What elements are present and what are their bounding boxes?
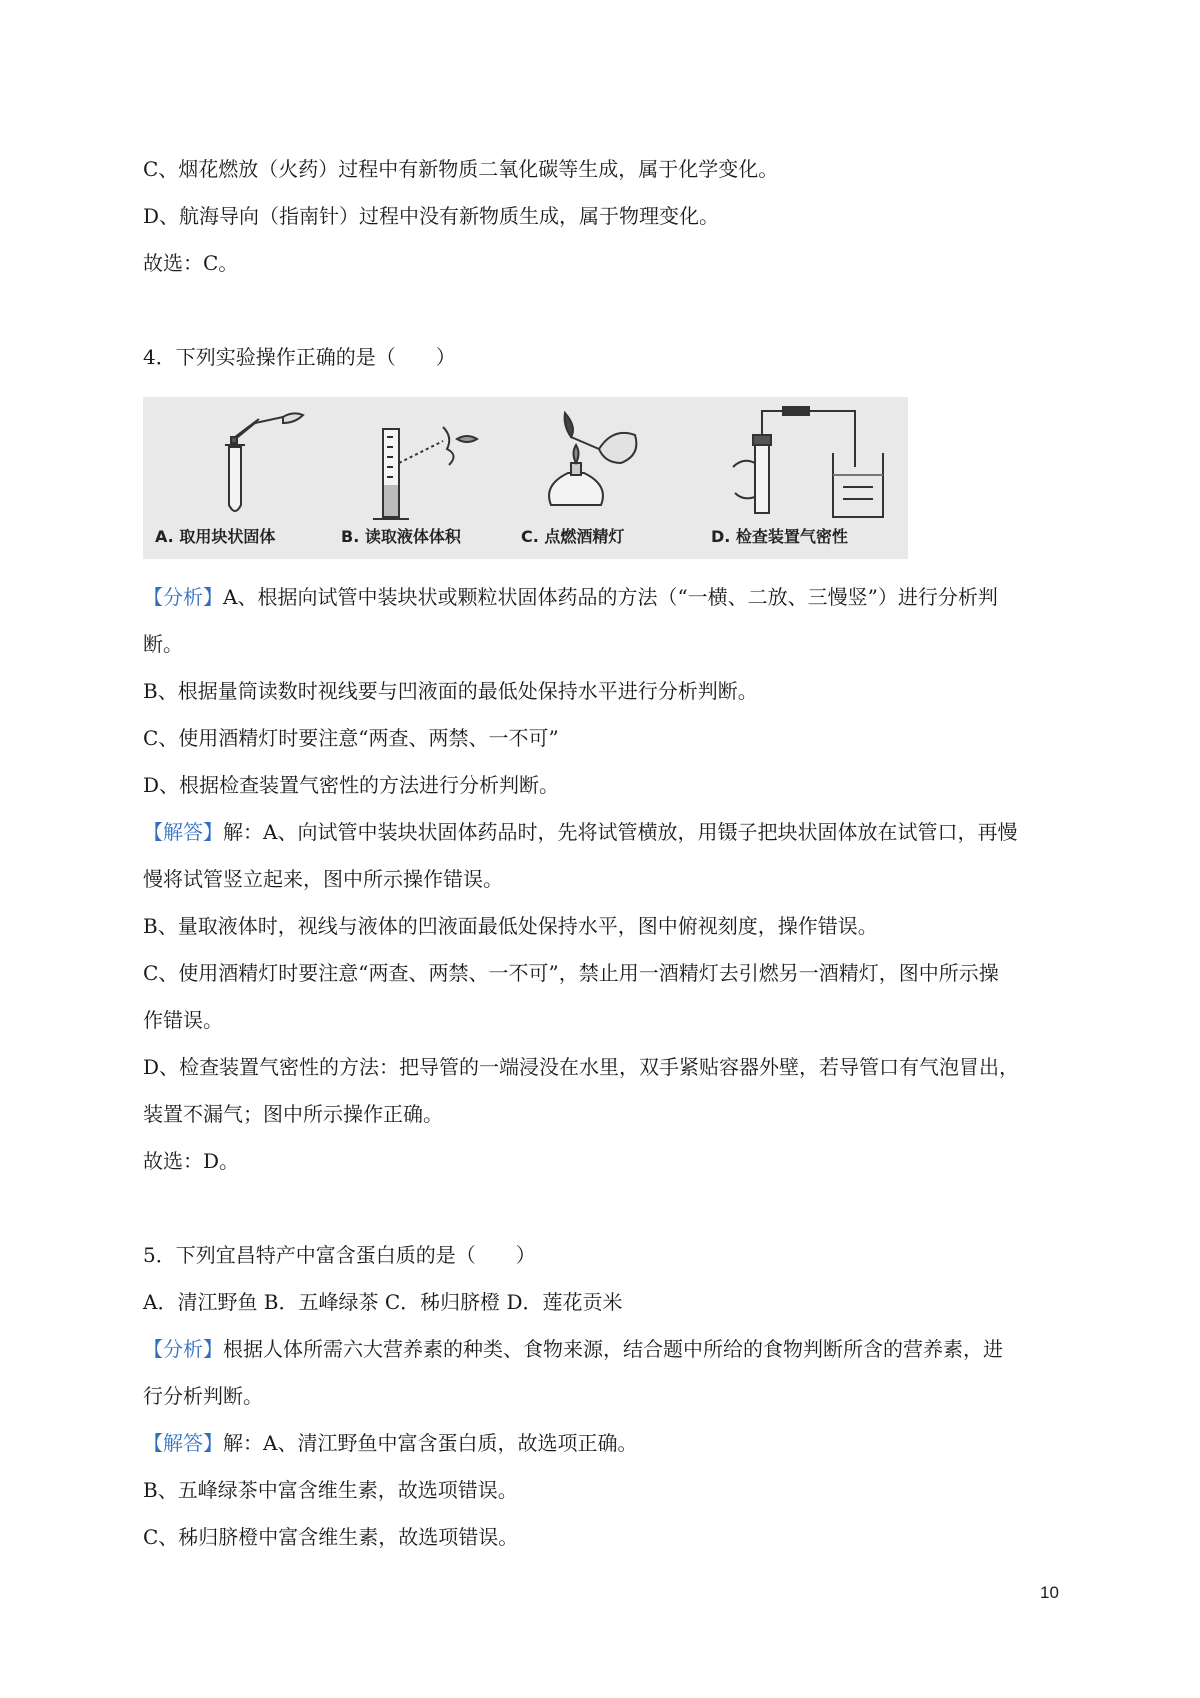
text-line: D、检查装置气密性的方法：把导管的一端浸没在水里，双手紧贴容器外壁，若导管口有气泡冒出，	[143, 1055, 1020, 1079]
graduated-cylinder-icon	[373, 427, 477, 519]
text-line: 装置不漏气；图中所示操作正确。	[143, 1102, 443, 1126]
analysis-line: 【分析】根据人体所需六大营养素的种类、食物来源，结合题中所给的食物判断所含的营养素，进	[143, 1337, 1003, 1361]
text-line: C、秭归脐橙中富含维生素，故选项错误。	[143, 1525, 519, 1549]
text-line: D、航海导向（指南针）过程中没有新物质生成，属于物理变化。	[143, 204, 720, 228]
question-5-options: A．清江野鱼 B．五峰绿茶 C．秭归脐橙 D．莲花贡米	[143, 1290, 623, 1314]
alcohol-lamp-icon	[549, 413, 636, 505]
text-line: 故选：C。	[143, 251, 239, 275]
text-line: B、量取液体时，视线与液体的凹液面最低处保持水平，图中俯视刻度，操作错误。	[143, 914, 878, 938]
text-line: C、使用酒精灯时要注意“两查、两禁、一不可”	[143, 726, 559, 750]
experiment-illustrations	[143, 397, 908, 559]
text-line: C、烟花燃放（火药）过程中有新物质二氧化碳等生成，属于化学变化。	[143, 157, 779, 181]
text-line: 行分析判断。	[143, 1384, 263, 1408]
text-line: 断。	[143, 632, 183, 656]
apparatus-icon	[733, 407, 883, 517]
question-5-stem: 5．下列宜昌特产中富含蛋白质的是（ ）	[143, 1243, 536, 1267]
answer-line: 【解答】解：A、清江野鱼中富含蛋白质，故选项正确。	[143, 1431, 638, 1455]
text-line: C、使用酒精灯时要注意“两查、两禁、一不可”，禁止用一酒精灯去引燃另一酒精灯，图中所示操	[143, 961, 999, 985]
text-line: D、根据检查装置气密性的方法进行分析判断。	[143, 773, 560, 797]
figure-caption-d: D. 检查装置气密性	[711, 527, 848, 546]
experiment-figure	[143, 397, 908, 559]
text-line: B、根据量筒读数时视线要与凹液面的最低处保持水平进行分析判断。	[143, 679, 758, 703]
analysis-tag: 【分析】	[143, 585, 223, 609]
text-line: B、五峰绿茶中富含维生素，故选项错误。	[143, 1478, 518, 1502]
figure-caption-c: C. 点燃酒精灯	[521, 527, 625, 546]
answer-line: 【解答】解：A、向试管中装块状固体药品时，先将试管横放，用镊子把块状固体放在试管口，再慢	[143, 820, 1018, 844]
answer-tag: 【解答】	[143, 1431, 223, 1455]
figure-caption-a: A. 取用块状固体	[155, 527, 276, 546]
text-line: 慢将试管竖立起来，图中所示操作错误。	[143, 867, 503, 891]
text-line: 作错误。	[143, 1008, 223, 1032]
answer-tag: 【解答】	[143, 820, 223, 844]
analysis-tag: 【分析】	[143, 1337, 223, 1361]
text-line: 故选：D。	[143, 1149, 240, 1173]
question-4-stem: 4．下列实验操作正确的是（ ）	[143, 345, 456, 369]
page-number: 10	[1040, 1583, 1059, 1602]
analysis-line: 【分析】A、根据向试管中装块状或颗粒状固体药品的方法（“一横、二放、三慢竖”）进行分析判	[143, 585, 998, 609]
test-tube-icon	[225, 413, 303, 511]
figure-caption-b: B. 读取液体体积	[341, 527, 461, 546]
